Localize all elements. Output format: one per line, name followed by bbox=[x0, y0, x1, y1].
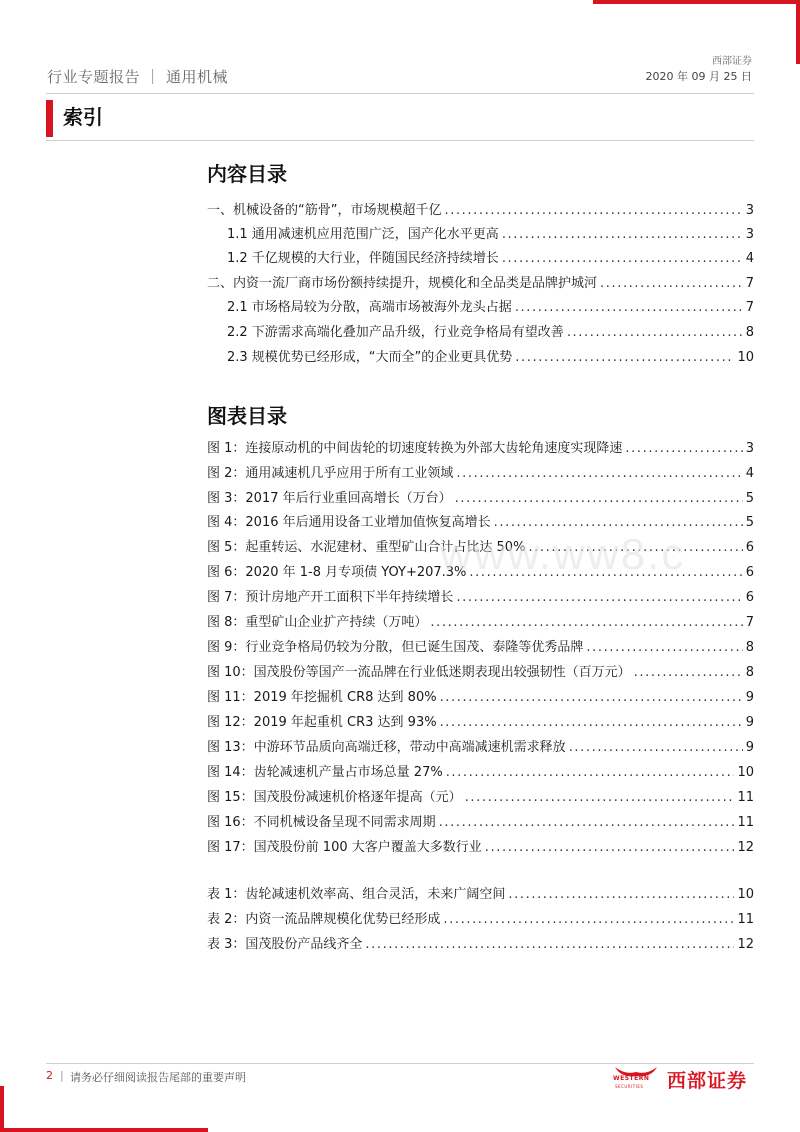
figure-page-number: 6 bbox=[745, 590, 754, 605]
table-entry[interactable]: 表 3：国茂股份产品线齐全 ..... 12 bbox=[207, 930, 754, 952]
header-report-type: 行业专题报告 ｜ 通用机械 bbox=[47, 68, 229, 86]
figure-page-number: 4 bbox=[745, 466, 754, 481]
figure-page-number: 5 bbox=[745, 491, 754, 506]
toc-page-number: 10 bbox=[737, 350, 754, 365]
logo-chinese-name: 西部证券 bbox=[667, 1070, 748, 1092]
toc-page-number: 3 bbox=[745, 227, 754, 242]
footer-disclaimer-notice: 请务必仔细阅读报告尾部的重要声明 bbox=[70, 1071, 246, 1084]
contents-heading: 内容目录 bbox=[207, 162, 287, 186]
figure-page-number: 7 bbox=[745, 615, 754, 630]
figure-page-number: 8 bbox=[745, 665, 754, 680]
figure-entry[interactable]: 图 3：2017 年后行业重回高增长（万台） ..... 5 bbox=[207, 484, 754, 506]
table-page-number: 10 bbox=[737, 887, 754, 902]
toc-page-number: 8 bbox=[745, 325, 754, 340]
figure-entry[interactable]: 图 4：2016 年后通用设备工业增加值恢复高增长 ..... 5 bbox=[207, 508, 754, 530]
figure-entry[interactable]: 图 16：不同机械设备呈现不同需求周期 ..... 11 bbox=[207, 808, 754, 830]
toc-page-number: 7 bbox=[745, 276, 754, 291]
toc-entry[interactable]: 2.1 市场格局较为分散，高端市场被海外龙头占据 ..... 7 bbox=[227, 293, 754, 315]
toc-entry[interactable]: 1.2 千亿规模的大行业，伴随国民经济持续增长 ..... 4 bbox=[227, 244, 754, 266]
figure-page-number: 11 bbox=[737, 790, 754, 805]
figure-entry[interactable]: 图 9：行业竞争格局仍较为分散，但已诞生国茂、泰隆等优秀品牌 ..... 8 bbox=[207, 633, 754, 655]
figure-entry[interactable]: 图 10：国茂股份等国产一流品牌在行业低迷期表现出较强韧性（百万元） ..... 8 bbox=[207, 658, 754, 680]
figure-entry[interactable]: 图 8：重型矿山企业扩产持续（万吨） ..... 7 bbox=[207, 608, 754, 630]
figures-heading: 图表目录 bbox=[207, 404, 287, 428]
table-page-number: 11 bbox=[737, 912, 754, 927]
figure-page-number: 9 bbox=[745, 715, 754, 730]
figure-entry[interactable]: 图 14：齿轮减速机产量占市场总量 27% ..... 10 bbox=[207, 758, 754, 780]
section-title: 索引 bbox=[63, 105, 103, 129]
watermark: www.ww8.c bbox=[440, 530, 686, 579]
toc-page-number: 3 bbox=[745, 203, 754, 218]
toc-entry[interactable]: 2.3 规模优势已经形成，“大而全”的企业更具优势 ..... 10 bbox=[227, 343, 754, 365]
figure-page-number: 10 bbox=[737, 765, 754, 780]
figure-entry[interactable]: 图 5：起重转运、水泥建材、重型矿山合计占比达 50% ..... 6 bbox=[207, 533, 754, 555]
figure-entry[interactable]: 图 6：2020 年 1-8 月专项债 YOY+207.3% ..... 6 bbox=[207, 558, 754, 580]
figure-page-number: 6 bbox=[745, 565, 754, 580]
figure-page-number: 9 bbox=[745, 690, 754, 705]
toc-entry[interactable]: 一、机械设备的“筋骨”，市场规模超千亿 ..... 3 bbox=[207, 196, 754, 218]
toc-entry[interactable]: 二、内资一流厂商市场份额持续提升，规模化和全品类是品牌护城河 ..... 7 bbox=[207, 269, 754, 291]
figure-page-number: 11 bbox=[737, 815, 754, 830]
figure-page-number: 9 bbox=[745, 740, 754, 755]
footer-page-number: 2 bbox=[46, 1069, 53, 1082]
table-page-number: 12 bbox=[737, 937, 754, 952]
figure-entry[interactable]: 图 15：国茂股份减速机价格逐年提高（元） ..... 11 bbox=[207, 783, 754, 805]
figure-entry[interactable]: 图 2：通用减速机几乎应用于所有工业领域 ..... 4 bbox=[207, 459, 754, 481]
corner-accent-top bbox=[593, 0, 800, 4]
figure-entry[interactable]: 图 1：连接原动机的中间齿轮的切速度转换为外部大齿轮角速度实现降速 ..... 3 bbox=[207, 434, 754, 456]
section-divider bbox=[46, 140, 754, 141]
header-company: 西部证券 bbox=[712, 56, 752, 67]
corner-accent-bottom bbox=[0, 1128, 208, 1132]
figure-entry[interactable]: 图 13：中游环节品质向高端迁移，带动中高端减速机需求释放 ..... 9 bbox=[207, 733, 754, 755]
figure-page-number: 5 bbox=[745, 515, 754, 530]
header-date: 2020 年 09 月 25 日 bbox=[645, 70, 752, 83]
logo-english-subtitle: SECURITIES bbox=[615, 1084, 644, 1089]
header-divider bbox=[46, 93, 754, 94]
toc-entry[interactable]: 1.1 通用减速机应用范围广泛，国产化水平更高 ..... 3 bbox=[227, 220, 754, 242]
figure-page-number: 12 bbox=[737, 840, 754, 855]
toc-page-number: 4 bbox=[745, 251, 754, 266]
figure-page-number: 3 bbox=[745, 441, 754, 456]
logo-english-name: WESTERN bbox=[613, 1075, 650, 1082]
figure-page-number: 8 bbox=[745, 640, 754, 655]
figure-page-number: 6 bbox=[745, 540, 754, 555]
figure-entry[interactable]: 图 11：2019 年挖掘机 CR8 达到 80% ..... 9 bbox=[207, 683, 754, 705]
toc-entry[interactable]: 2.2 下游需求高端化叠加产品升级，行业竞争格局有望改善 ..... 8 bbox=[227, 318, 754, 340]
table-entry[interactable]: 表 2：内资一流品牌规模化优势已经形成 ..... 11 bbox=[207, 905, 754, 927]
table-entry[interactable]: 表 1：齿轮减速机效率高、组合灵活，未来广阔空间 ..... 10 bbox=[207, 880, 754, 902]
footer-separator: | bbox=[60, 1069, 64, 1082]
figure-entry[interactable]: 图 7：预计房地产开工面积下半年持续增长 ..... 6 bbox=[207, 583, 754, 605]
figure-entry[interactable]: 图 12：2019 年起重机 CR3 达到 93% ..... 9 bbox=[207, 708, 754, 730]
corner-accent-right bbox=[796, 0, 800, 64]
toc-page-number: 7 bbox=[745, 300, 754, 315]
figure-entry[interactable]: 图 17：国茂股份前 100 大客户覆盖大多数行业 ..... 12 bbox=[207, 833, 754, 855]
corner-accent-left bbox=[0, 1086, 4, 1132]
company-logo bbox=[611, 1063, 756, 1093]
section-marker bbox=[46, 100, 53, 137]
